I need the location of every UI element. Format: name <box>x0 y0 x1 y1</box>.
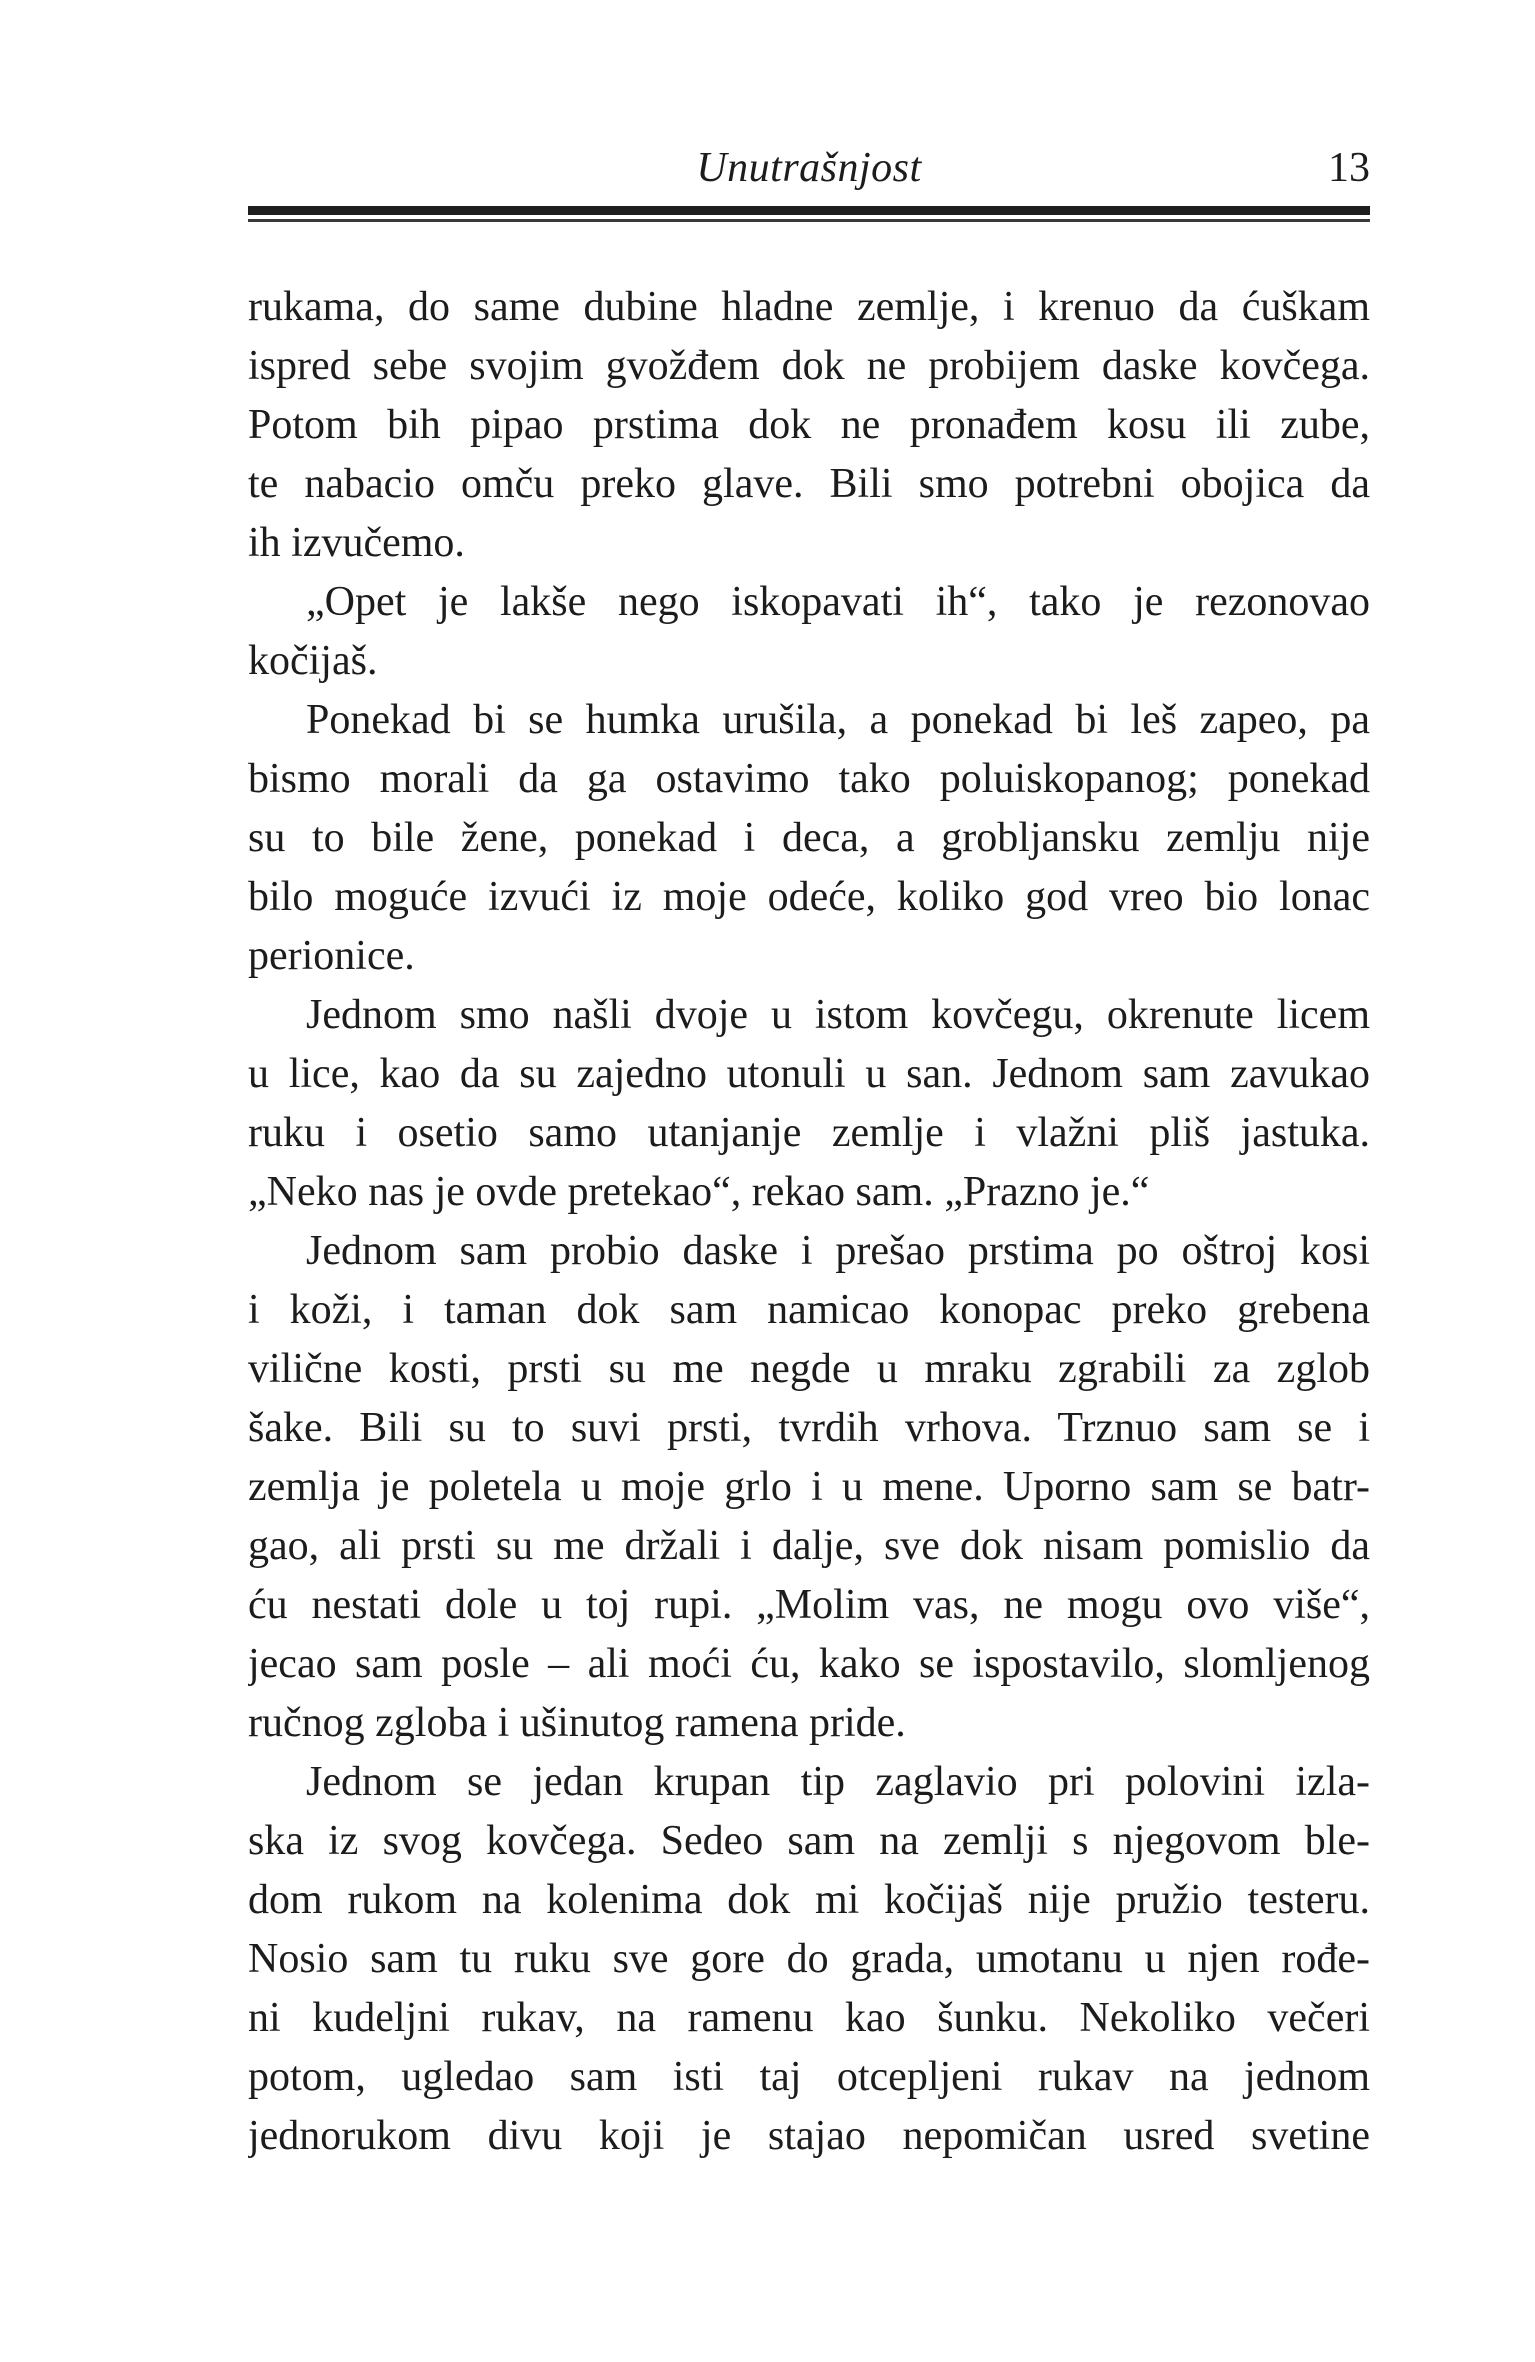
text-line: jecao sam posle – ali moći ću, kako se ispostavilo, slomljenog <box>248 1641 1370 1687</box>
text-line: Nosio sam tu ruku sve gore do grada, umotanu u njen rođe- <box>248 1936 1370 1982</box>
text-line: Jednom smo našli dvoje u istom kovčegu, okrenute licem <box>306 992 1370 1038</box>
text-line: bilo moguće izvući iz moje odeće, koliko god vreo bio lonac <box>248 874 1370 920</box>
chapter-title: Unutrašnjost <box>696 145 922 191</box>
body-text <box>248 278 1370 2166</box>
text-line: jednorukom divu koji je stajao nepomičan usred svetine <box>248 2113 1370 2159</box>
text-line: te nabacio omču preko glave. Bili smo potrebni obojica da <box>248 461 1370 507</box>
page-number: 13 <box>1328 145 1370 191</box>
text-line: ruku i osetio samo utanjanje zemlje i vlažni pliš jastuka. <box>248 1110 1370 1156</box>
text-line: ću nestati dole u toj rupi. „Molim vas, ne mogu ovo više“, <box>248 1582 1370 1628</box>
text-line: i koži, i taman dok sam namicao konopac preko grebena <box>248 1287 1370 1333</box>
text-line: Potom bih pipao prstima dok ne pronađem kosu ili zube, <box>248 402 1370 448</box>
text-line: ispred sebe svojim gvožđem dok ne probijem daske kovčega. <box>248 343 1370 389</box>
text-line: vilične kosti, prsti su me negde u mraku zgrabili za zglob <box>248 1346 1370 1392</box>
text-line: rukama, do same dubine hladne zemlje, i krenuo da ćuškam <box>248 284 1370 330</box>
text-line: „Opet je lakše nego iskopavati ih“, tako je rezonovao <box>306 579 1370 625</box>
text-line: ih izvučemo. <box>248 520 465 566</box>
text-line: gao, ali prsti su me držali i dalje, sve dok nisam pomislio da <box>248 1523 1370 1569</box>
text-line: Ponekad bi se humka urušila, a ponekad bi leš zapeo, pa <box>306 697 1370 743</box>
text-line: potom, ugledao sam isti taj otcepljeni rukav na jednom <box>248 2054 1370 2100</box>
text-line: ni kudeljni rukav, na ramenu kao šunku. Nekoliko večeri <box>248 1995 1370 2041</box>
text-line: Jednom se jedan krupan tip zaglavio pri polovini izla- <box>306 1759 1370 1805</box>
header-rule-thick <box>248 206 1370 215</box>
text-line: šake. Bili su to suvi prsti, tvrdih vrhova. Trznuo sam se i <box>248 1405 1370 1451</box>
text-line: „Neko nas je ovde pretekao“, rekao sam. „Prazno je.“ <box>248 1169 1150 1215</box>
text-line: bismo morali da ga ostavimo tako poluiskopanog; ponekad <box>248 756 1370 802</box>
text-line: zemlja je poletela u moje grlo i u mene. Uporno sam se batr- <box>248 1464 1370 1510</box>
text-line: dom rukom na kolenima dok mi kočijaš nije pružio testeru. <box>248 1877 1370 1923</box>
text-line: ručnog zgloba i ušinutog ramena pride. <box>248 1700 906 1746</box>
header-rule-thin <box>248 219 1370 222</box>
text-line: perionice. <box>248 933 415 979</box>
text-line: su to bile žene, ponekad i deca, a grobljansku zemlju nije <box>248 815 1370 861</box>
text-line: u lice, kao da su zajedno utonuli u san. Jednom sam zavukao <box>248 1051 1370 1097</box>
text-line: Jednom sam probio daske i prešao prstima po oštroj kosi <box>306 1228 1370 1274</box>
text-line: kočijaš. <box>248 638 378 684</box>
running-head <box>248 143 1370 193</box>
text-line: ska iz svog kovčega. Sedeo sam na zemlji s njegovom ble- <box>248 1818 1370 1864</box>
